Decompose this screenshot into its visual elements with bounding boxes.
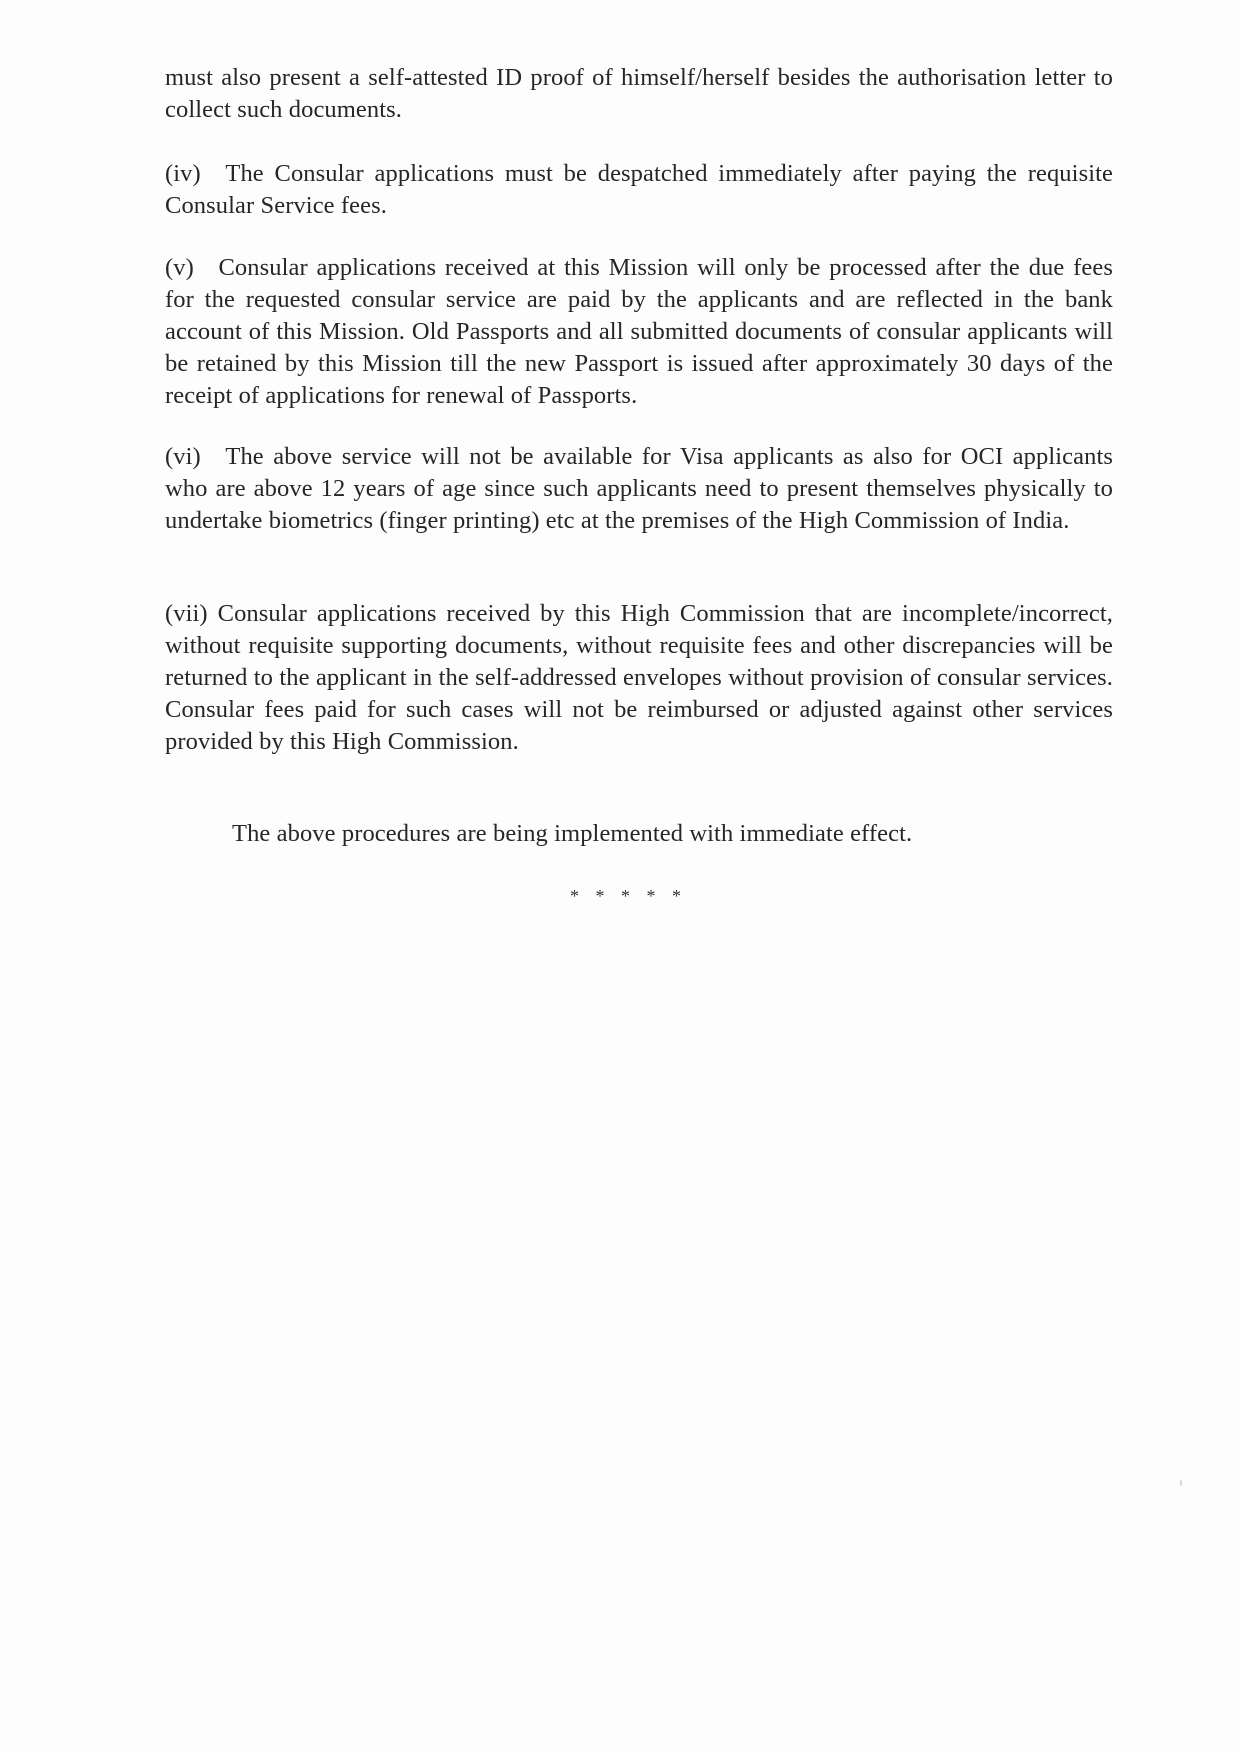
end-of-document-mark: * * * * *: [570, 886, 687, 906]
paragraph-iv: (iv) The Consular applications must be despatched immediately after paying the requisite Consular Service fees.: [165, 160, 1113, 219]
closing-statement: The above procedures are being implemented with immediate effect.: [232, 820, 913, 847]
paragraph-vii: (vii) Consular applications received by this High Commission that are incomplete/incorrect, without requisite supporting documents, without requisite fees and other discrepancies will be returned to the applicant in the self-addressed envelopes without provision of consular services. Consular fees paid for such cases will not be reimbursed or adjusted against other services provided by this High Commission.: [165, 600, 1113, 755]
paragraph-vi: (vi) The above service will not be available for Visa applicants as also for OCI applicants who are above 12 years of age since such applicants need to present themselves physically to undertake biometrics (finger printing) etc at the premises of the High Commission of India.: [165, 443, 1113, 534]
paragraph-v: (v) Consular applications received at this Mission will only be processed after the due fees for the requested consular service are paid by the applicants and are reflected in the bank account of this Mission. Old Passports and all submitted documents of consular applicants will be retained by this Mission till the new Passport is issued after approximately 30 days of the receipt of applications for renewal of Passports.: [165, 254, 1113, 409]
scan-speck: [1180, 1480, 1182, 1486]
paragraph-continuation: must also present a self-attested ID proof of himself/herself besides the authorisation letter to collect such documents.: [165, 64, 1113, 123]
